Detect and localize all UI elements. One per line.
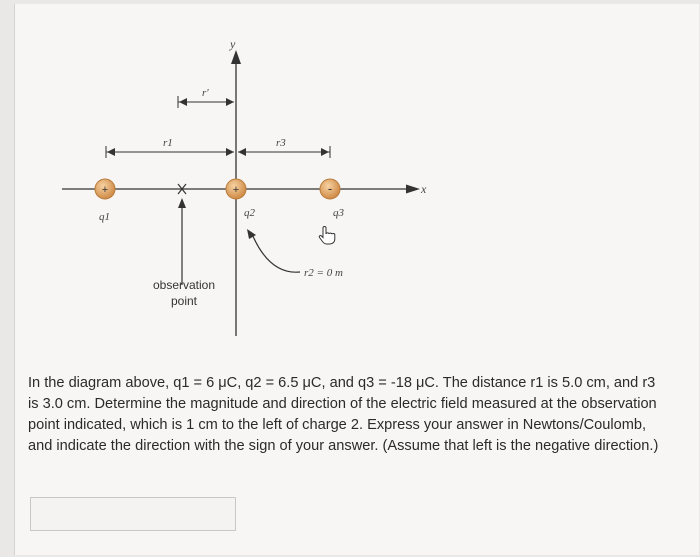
y-axis-arrowhead: [231, 50, 241, 64]
r1-arrow-left: [107, 148, 115, 156]
svg-text:-: -: [327, 181, 333, 196]
charge-q1: [95, 179, 115, 199]
r1-arrow-right: [226, 148, 234, 156]
q2-label: q2: [244, 207, 255, 219]
r2-pointer-curve: [252, 234, 300, 272]
charge-q3: [320, 179, 340, 199]
observation-label-line2: point: [170, 294, 198, 308]
svg-text:+: +: [232, 184, 240, 196]
q3-label: q3: [333, 207, 344, 219]
observation-pointer-arrowhead: [178, 198, 186, 208]
charge-q2: [226, 179, 246, 199]
r-prime-arrow-right: [226, 98, 234, 106]
y-axis-label: y: [230, 37, 236, 51]
answer-input[interactable]: [30, 497, 236, 531]
r1-label: r1: [163, 137, 173, 149]
x-axis-arrowhead: [406, 185, 420, 194]
q1-label: q1: [99, 211, 110, 223]
svg-text:+: +: [101, 184, 109, 196]
r3-arrow-left: [238, 148, 246, 156]
r3-arrow-right: [321, 148, 329, 156]
question-text: In the diagram above, q1 = 6 μC, q2 = 6.5 μC, and q3 = -18 μC. The distance r1 is 5.0 cm, and r3 is 3.0 cm. Determine the magnitude and direction of the electric field measured at the observation point indicated, which is 1 cm to the left of charge 2. Express your answer in Newtons/Coulomb, and indicate the direction with the sign of your answer. (Assume that left is the negative direction.): [28, 375, 659, 454]
observation-label-line1: observation: [152, 278, 216, 292]
r-prime-label: r': [202, 87, 209, 99]
hand-pointer-icon: [319, 227, 335, 245]
x-axis-label: x: [421, 182, 427, 196]
r-prime-arrow-left: [179, 98, 187, 106]
r2-annotation: r2 = 0 m: [304, 267, 343, 279]
r3-label: r3: [276, 137, 286, 149]
r2-pointer-arrowhead: [247, 229, 256, 239]
